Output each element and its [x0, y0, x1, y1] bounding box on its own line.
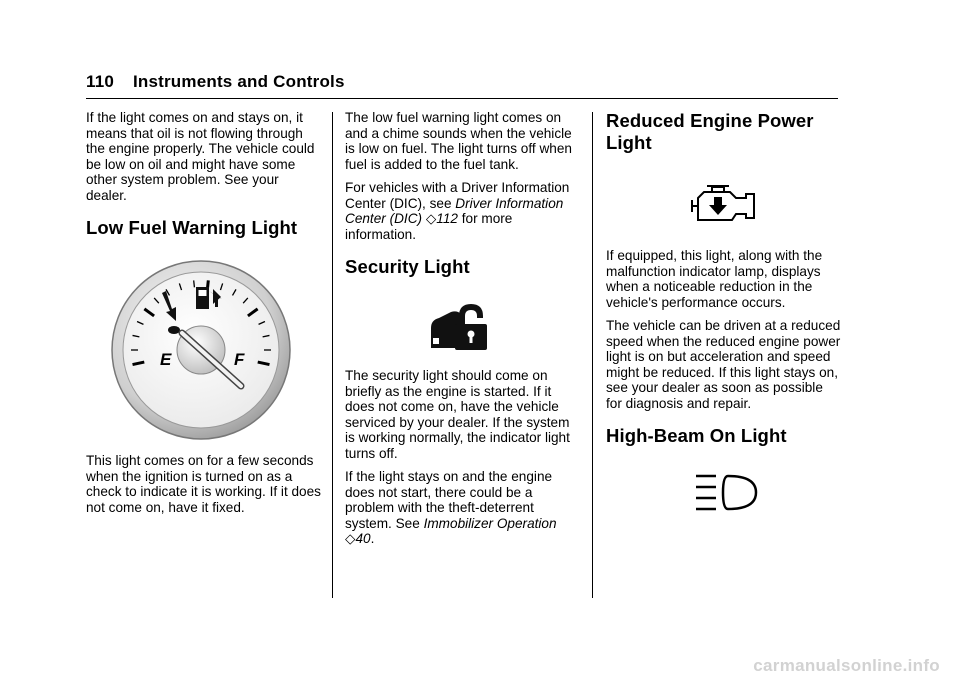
section-title: Instruments and Controls [132, 72, 345, 91]
engine-reduced-power-icon [690, 184, 756, 224]
fuel-gauge-icon [110, 259, 292, 441]
page-header [86, 72, 345, 92]
low-fuel-paragraph: This light comes on for a few seconds when the ignition is turned on as a check to indicate it is working. If it does not come on, have it fixed. [86, 453, 321, 515]
dic-paragraph [345, 180, 581, 242]
reduced-power-paragraph-1: If equipped, this light, along with the malfunction indicator lamp, displays when a noticeable reduction in the vehicle's performance occurs. [606, 248, 823, 310]
immobilizer-page-ref[interactable]: 40 [355, 531, 371, 546]
gauge-full-label: F [234, 350, 245, 369]
gauge-tick [194, 280, 195, 287]
security-paragraph: The security light should come on briefly as the engine is started. If it does not come on, have the vehicle serviced by your dealer. If the system is working normally, the indicator light turns off. [345, 368, 570, 461]
dic-page-ref[interactable]: 112 [436, 211, 458, 226]
immobilizer-link[interactable]: Immobilizer Operation [423, 515, 557, 531]
low-fuel-continued-paragraph: The low fuel warning light comes on and a chime sounds when the vehicle is low on fuel. The light turns off when fuel is added to the fuel tank. [345, 110, 572, 172]
immobilizer-text-after: . [370, 531, 375, 546]
gauge-empty-label: E [160, 350, 172, 369]
oil-paragraph: If the light comes on and stays on, it means that oil is not flowing through the engine properly. The vehicle could be low on oil and might have some other system problem. See your dealer. [86, 110, 315, 203]
column-3 [606, 110, 842, 513]
page-ref-icon: ◇ [345, 531, 356, 546]
column-1 [86, 110, 322, 523]
page-ref-icon: ◇ [425, 211, 437, 226]
low-fuel-heading: Low Fuel Warning Light [86, 217, 298, 238]
security-heading: Security Light [345, 256, 470, 277]
dic-text-after: for more information. [345, 211, 513, 242]
high-beam-heading: High-Beam On Light [606, 425, 787, 446]
column-2 [345, 110, 581, 555]
page-number: 110 [86, 72, 115, 91]
dic-text-before: For vehicles with a Driver Information Center (DIC), see [345, 180, 570, 211]
reduced-power-paragraph-2: The vehicle can be driven at a reduced speed when the reduced engine power light is on but acceleration and speed might be reduced. If this light stays on, see your dealer as soon as possible for diagnosis and repair. [606, 318, 841, 411]
header-rule [86, 98, 838, 99]
reduced-power-heading: Reduced Engine Power Light [606, 110, 814, 153]
column-divider-2 [592, 112, 593, 598]
immobilizer-paragraph [345, 469, 581, 547]
immobilizer-text-before: If the light stays on and the engine does not start, there could be a problem with the theft-deterrent system. See [345, 469, 553, 531]
dic-link[interactable]: Driver Information Center (DIC) [345, 195, 564, 226]
security-lock-icon [429, 302, 489, 352]
watermark: carmanualsonline.info [753, 656, 940, 675]
high-beam-icon [692, 473, 758, 513]
column-divider-1 [332, 112, 333, 598]
